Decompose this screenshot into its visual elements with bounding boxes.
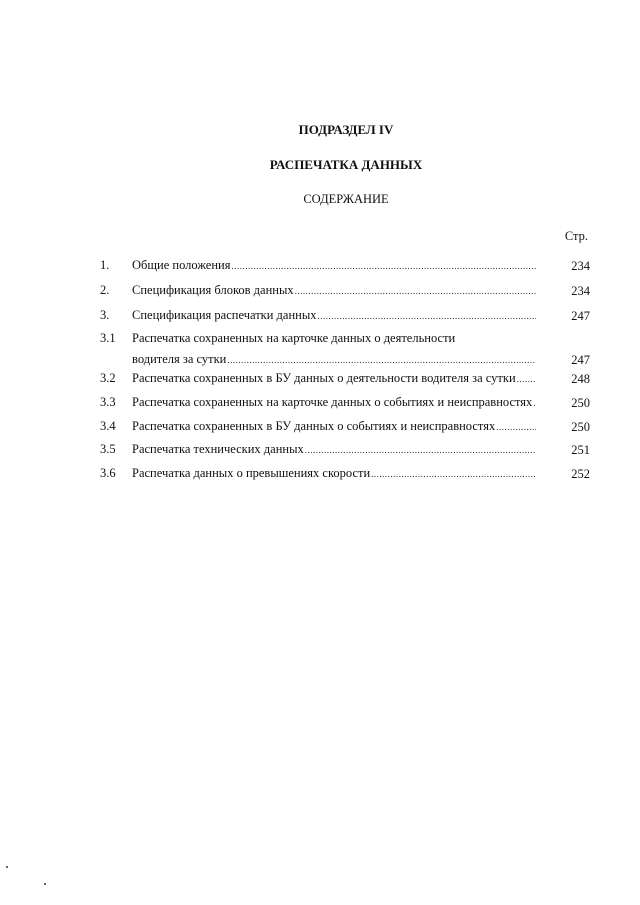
toc-entry-title: Распечатка сохраненных на карточке данных о событиях и неисправностях bbox=[132, 395, 533, 409]
toc-entry-page: 252 bbox=[571, 467, 590, 481]
toc-dot-leader bbox=[371, 467, 536, 481]
toc-entry-line bbox=[132, 352, 537, 367]
toc-entry-title: Распечатка сохраненных в БУ данных о деятельности водителя за сутки bbox=[132, 371, 516, 385]
toc-dot-leader bbox=[318, 309, 537, 323]
toc-entry bbox=[100, 466, 590, 481]
toc-entry-page: 234 bbox=[571, 284, 590, 298]
toc-entry bbox=[100, 419, 590, 434]
toc-entry bbox=[100, 395, 590, 410]
toc-dot-leader bbox=[496, 420, 536, 434]
document-title: РАСПЕЧАТКА ДАННЫХ bbox=[269, 157, 423, 172]
toc-dot-leader bbox=[295, 284, 536, 298]
toc-entry-body bbox=[132, 283, 537, 298]
toc-entry-line bbox=[132, 308, 537, 323]
toc-entry-line bbox=[132, 442, 537, 457]
toc-entry-line bbox=[132, 419, 537, 434]
toc-entry-number: 3.5 bbox=[100, 442, 116, 456]
toc-dot-leader bbox=[517, 372, 536, 386]
toc-entry-title: Спецификация блоков данных bbox=[132, 283, 294, 297]
toc-entry-line bbox=[132, 331, 537, 345]
toc-entry-title: Спецификация распечатки данных bbox=[132, 308, 317, 322]
toc-entry-body bbox=[132, 395, 537, 410]
toc-entry-number: 3.1 bbox=[100, 331, 116, 345]
toc-entry-number: 3. bbox=[100, 308, 110, 322]
scan-speck bbox=[44, 883, 46, 885]
toc-entry-number: 3.4 bbox=[100, 419, 116, 433]
toc-entry-title: Распечатка данных о превышениях скорости bbox=[132, 466, 371, 480]
toc-entry-body bbox=[132, 308, 537, 323]
toc-dot-leader bbox=[305, 443, 536, 457]
toc-entry bbox=[100, 442, 590, 457]
toc-entry-page: 250 bbox=[571, 420, 590, 434]
toc-entry-number: 1. bbox=[100, 258, 110, 272]
toc-entry-body bbox=[132, 419, 537, 434]
toc-entry-number: 3.6 bbox=[100, 466, 116, 480]
toc-entry-number: 3.2 bbox=[100, 371, 116, 385]
toc-entry-page: 248 bbox=[571, 372, 590, 386]
toc-entry-page: 251 bbox=[571, 443, 590, 457]
toc-entry bbox=[100, 371, 590, 386]
toc-entry-line bbox=[132, 371, 537, 386]
toc-entry bbox=[100, 331, 590, 367]
toc-entry-body bbox=[132, 442, 537, 457]
toc-entry-page: 247 bbox=[571, 309, 590, 323]
toc-entry-page: 250 bbox=[571, 396, 590, 410]
toc-entry bbox=[100, 283, 590, 298]
toc-entry-body bbox=[132, 331, 537, 367]
subsection-heading: ПОДРАЗДЕЛ IV bbox=[298, 122, 394, 137]
toc-dot-leader bbox=[231, 259, 536, 273]
toc-entry-page: 234 bbox=[571, 259, 590, 273]
scan-speck bbox=[6, 866, 8, 868]
toc-entry-body bbox=[132, 466, 537, 481]
toc-entry-title: Распечатка сохраненных в БУ данных о событиях и неисправностях bbox=[132, 419, 496, 433]
toc-entry-line bbox=[132, 283, 537, 298]
page-column-label: Стр. bbox=[564, 229, 588, 243]
toc-dot-leader bbox=[227, 353, 536, 367]
toc-entry-title: Распечатка сохраненных на карточке данных о деятельности bbox=[132, 331, 456, 345]
toc-entry-number: 3.3 bbox=[100, 395, 116, 409]
toc-entry bbox=[100, 258, 590, 273]
toc-entry-line bbox=[132, 466, 537, 481]
toc-entry-title: Общие положения bbox=[132, 258, 231, 272]
toc-entry-line bbox=[132, 395, 537, 410]
toc-dot-leader bbox=[533, 396, 536, 410]
toc-entry-page: 247 bbox=[571, 353, 590, 367]
toc-entry-number: 2. bbox=[100, 283, 110, 297]
toc-entry-body bbox=[132, 371, 537, 386]
toc-entry-body bbox=[132, 258, 537, 273]
contents-heading: СОДЕРЖАНИЕ bbox=[303, 192, 389, 206]
toc-entry bbox=[100, 308, 590, 323]
toc-entry-line bbox=[132, 258, 537, 273]
toc-entry-title: водителя за сутки bbox=[132, 352, 227, 366]
toc-entry-title: Распечатка технических данных bbox=[132, 442, 304, 456]
